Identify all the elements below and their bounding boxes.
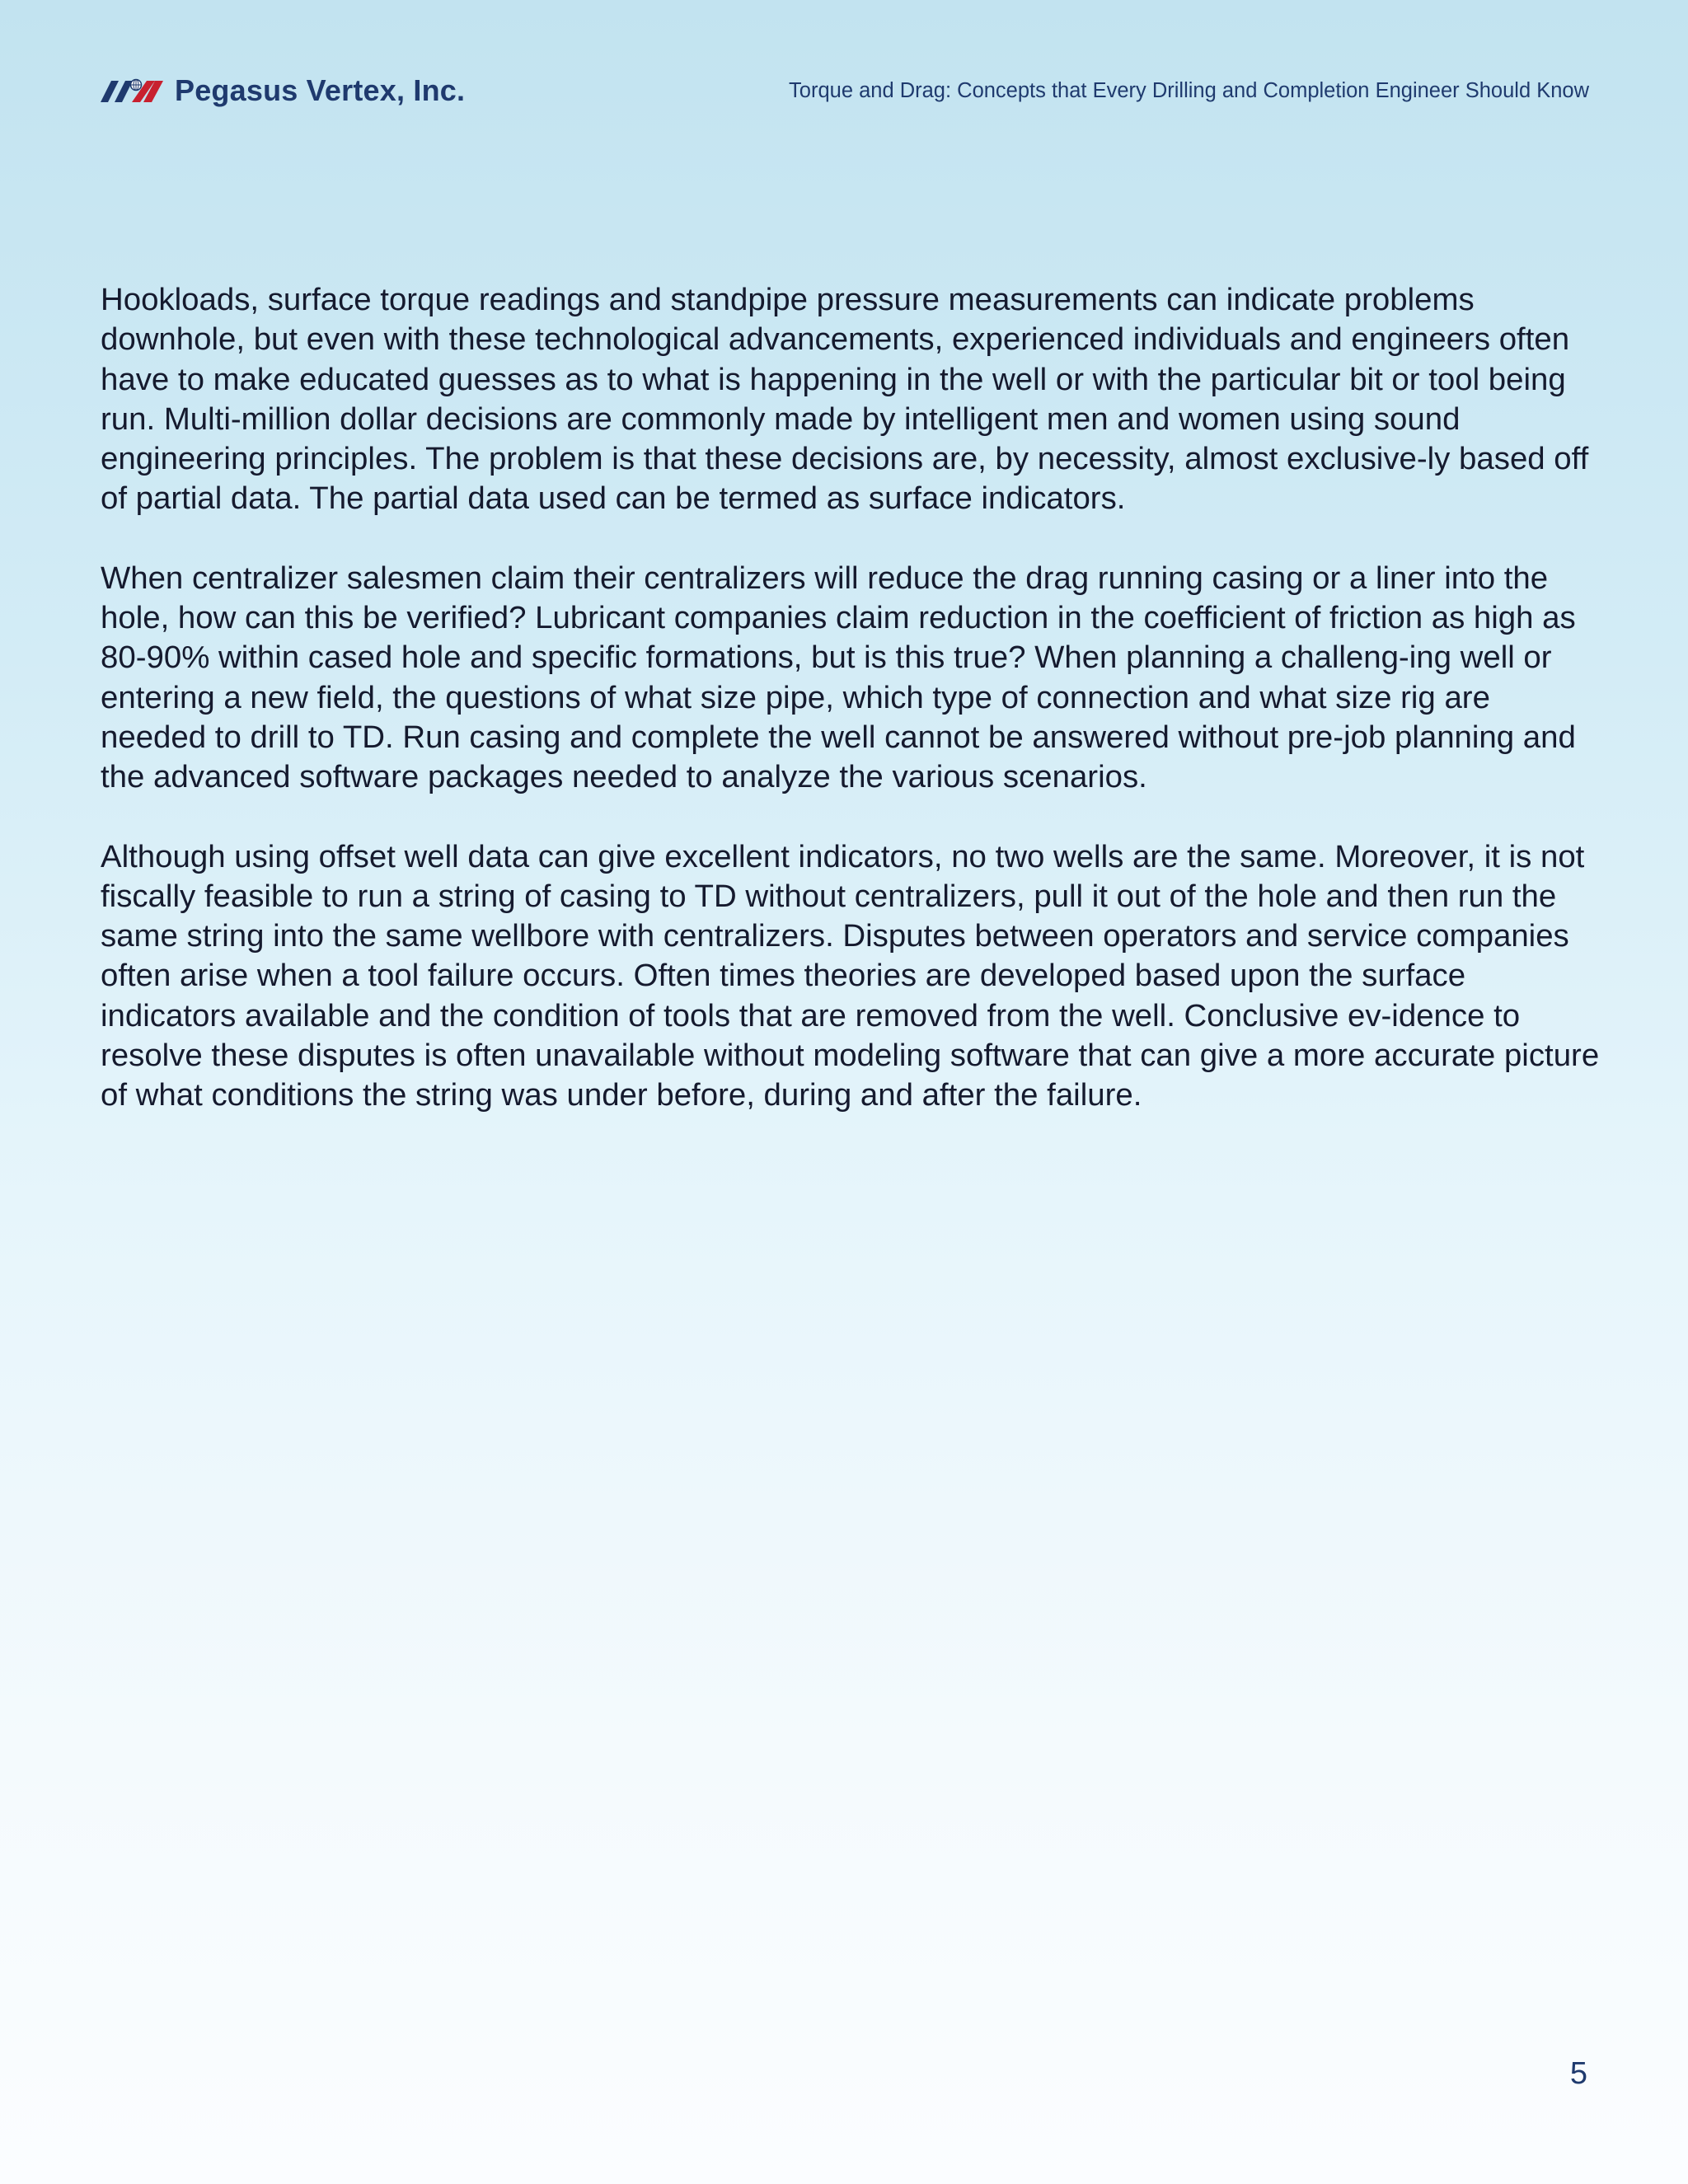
document-title: Torque and Drag: Concepts that Every Drilling and Completion Engineer Should Know (789, 79, 1589, 102)
company-logo (101, 73, 465, 109)
paragraph: Although using offset well data can give excellent indicators, no two wells are the same. Moreover, it is not fiscally feasible to run a string of casing to TD without centralizers, pull it out of the hole and then run the same string into the same wellbore with centralizers. Disputes between operators and service companies often arise when a tool failure occurs. Often times theories are developed based upon the surface indicators available and the condition of tools that are removed from the well. Conclusive ev-idence to resolve these disputes is often unavailable without modeling software that can give a more accurate picture of what conditions the string was under before, during and after the failure. (101, 838, 1600, 1113)
page-header (101, 66, 1589, 115)
page-number: 5 (1569, 2056, 1587, 2091)
company-name: Pegasus Vertex, Inc. (175, 73, 466, 107)
paragraph: When centralizer salesmen claim their centralizers will reduce the drag running casing or a liner into the hole, how can this be verified? Lubricant companies claim reduction in the coefficient of friction as high as 80-90% within cased hole and specific formations, but is this true? When planning a challeng-ing well or entering a new field, the questions of what size pipe, which type of connection and what size rig are needed to drill to TD. Run casing and complete the well cannot be answered without pre-job planning and the advanced software packages needed to analyze the various scenarios. (101, 560, 1576, 795)
body-text (101, 280, 1601, 1155)
paragraph: Hookloads, surface torque readings and standpipe pressure measurements can indicate problems downhole, but even with these technological advancements, experienced individuals and engineers often have to make educated guesses as to what is happening in the well or with the particular bit or tool being run. Multi-million dollar decisions are commonly made by intelligent men and women using sound engineering principles. The problem is that these decisions are, by necessity, almost exclusive-ly based off of partial data. The partial data used can be termed as surface indicators. (101, 282, 1589, 517)
pegasus-vertex-logo-icon (101, 78, 163, 103)
